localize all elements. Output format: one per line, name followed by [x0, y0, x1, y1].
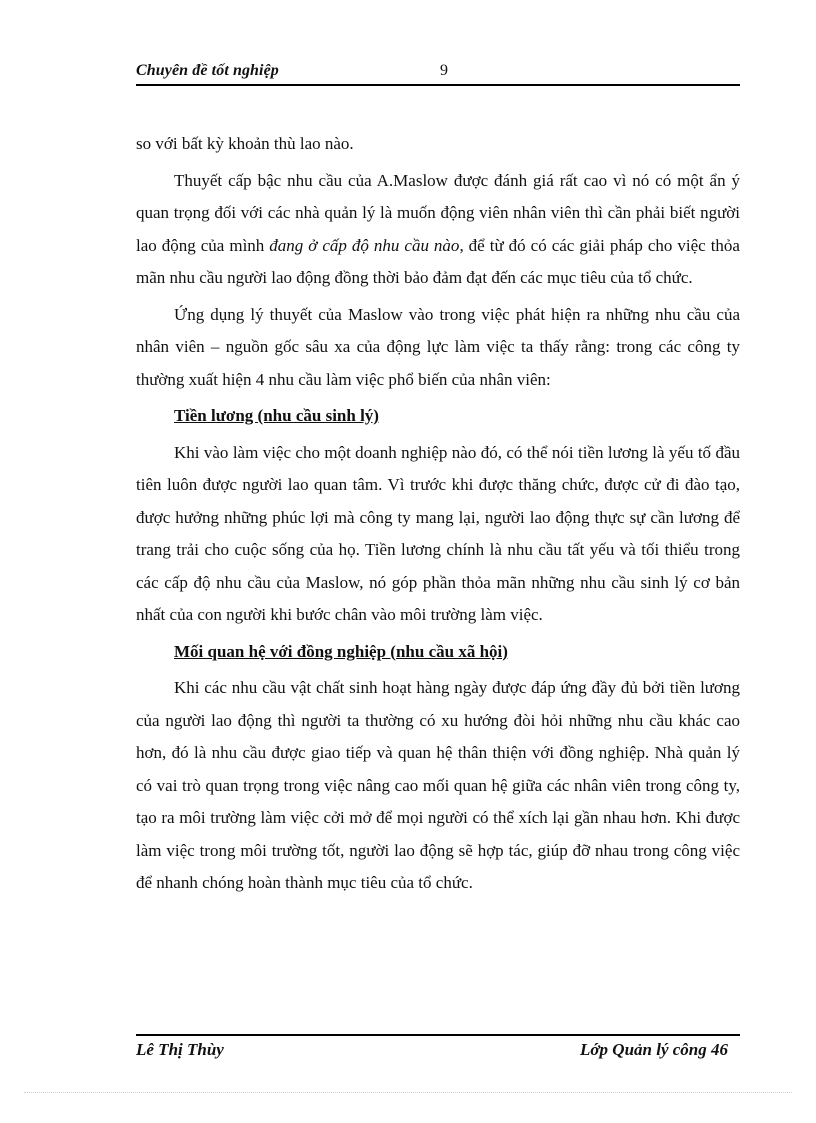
paragraph-application: Ứng dụng lý thuyết của Maslow vào trong việc phát hiện ra những nhu cầu của nhân viên – nguồn gốc sâu xa của động lực làm việc ta thấy rằng: trong các công ty thường xuất hiện 4 nhu cầu làm việc phổ biến của nhân viên: — [136, 304, 740, 389]
header-title: Chuyên đề tốt nghiệp — [136, 62, 279, 79]
section-heading-colleagues: Mối quan hệ với đồng nghiệp (nhu cầu xã hội) — [174, 641, 508, 661]
page-header — [136, 60, 740, 84]
section-heading-salary: Tiền lương (nhu cầu sinh lý) — [174, 406, 379, 425]
paragraph-colleagues: Khi các nhu cầu vật chất sinh hoạt hàng ngày được đáp ứng đầy đủ bởi tiền lương của người lao động thì người ta thường có xu hướng đòi hỏi những nhu cầu khác cao hơn, đó là nhu cầu được giao tiếp và quan hệ thân thiện với đồng nghiệp. Nhà quản lý có vai trò quan trọng trong việc nâng cao mối quan hệ giữa các nhân viên trong công ty, tạo ra môi trường làm việc cởi mở để mọi người có thể xích lại gần nhau hơn. Khi được làm việc trong môi trường tốt, người lao động sẽ hợp tác, giúp đỡ nhau trong công việc để nhanh chóng hoàn thành mục tiêu của tổ chức. — [136, 678, 740, 892]
emphasis-text: đang ở cấp độ nhu cầu nào — [269, 235, 460, 255]
header-divider — [136, 84, 740, 86]
paragraph-salary: Khi vào làm việc cho một doanh nghiệp nào đó, có thể nói tiền lương là yếu tố đầu tiên luôn được người lao quan tâm. Vì trước khi được thăng chức, được cử đi đào tạo, được hưởng những phúc lợi mà công ty mang lại, người lao động thực sự cần lương để trang trải cho cuộc sống của họ. Tiền lương chính là nhu cầu tất yếu và tối thiểu trong các cấp độ nhu cầu của Maslow, nó góp phần thỏa mãn những nhu cầu sinh lý cơ bản nhất của con người khi bước chân vào môi trường làm việc. — [136, 442, 740, 624]
page-number: 9 — [440, 62, 448, 79]
paragraph-text: Thuyết cấp bậc nhu cầu của A.Maslow được đánh giá rất cao vì nó có một ẩn ý quan trọng đối với các nhà quản lý là muốn động viên nhân viên thì cần phải biết người lao động của mình — [136, 170, 740, 255]
page-bottom-dotted-line — [24, 1092, 792, 1093]
paragraph-continuation: so với bất kỳ khoản thù lao nào. — [136, 134, 354, 153]
footer-divider — [136, 1034, 740, 1036]
paragraph-maslow-theory — [136, 165, 740, 295]
document-body — [136, 128, 740, 900]
footer-author: Lê Thị Thùy — [136, 1040, 224, 1059]
footer-class: Lớp Quản lý công 46 — [580, 1040, 728, 1059]
page-footer — [136, 1040, 740, 1064]
paragraph-text: , để từ đó có các giải pháp cho việc thỏa mãn nhu cầu người lao động đồng thời bảo đảm đạt đến các mục tiêu của tổ chức. — [136, 235, 740, 287]
